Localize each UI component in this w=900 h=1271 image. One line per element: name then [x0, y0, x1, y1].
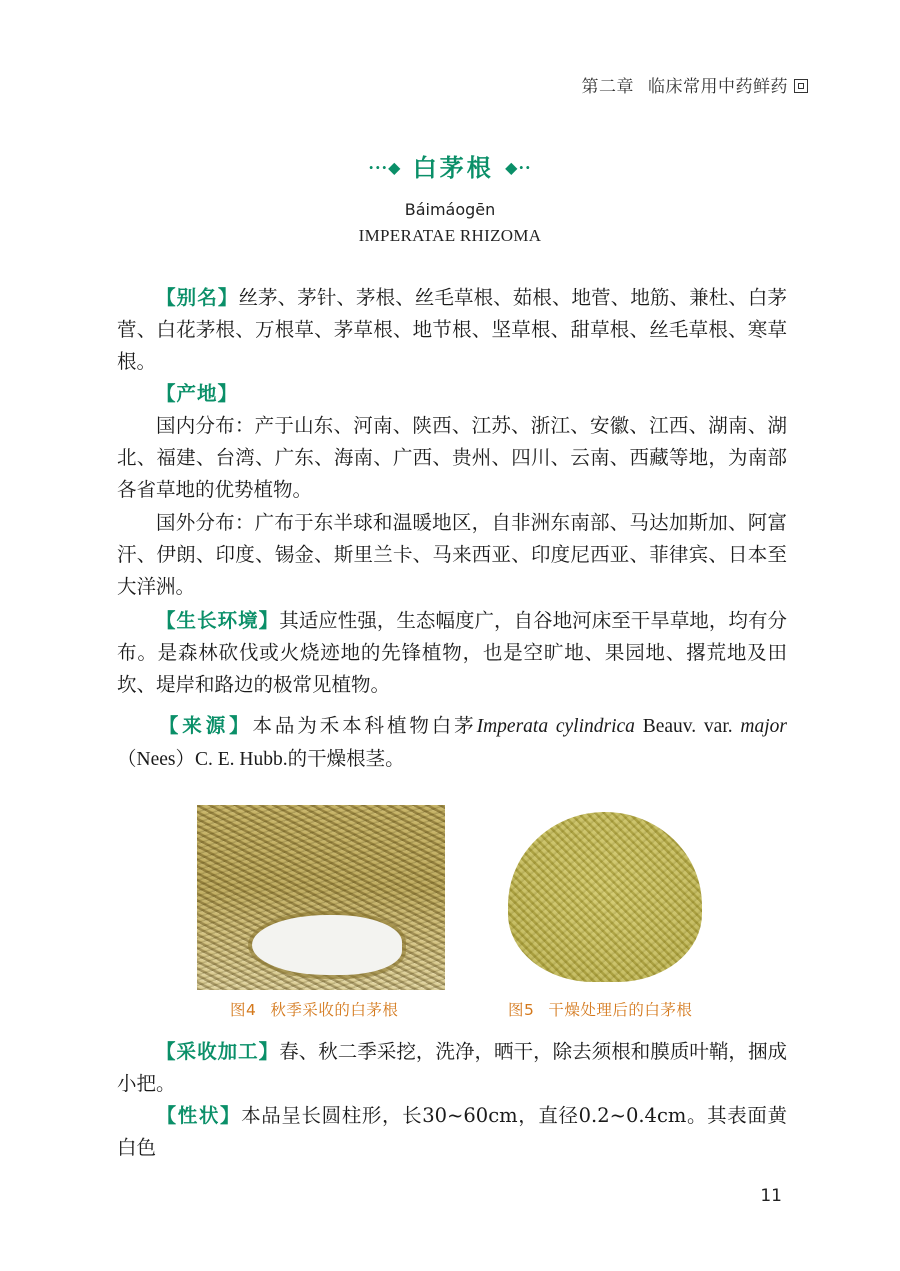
source-text-2: （Nees）C. E. Hubb. — [117, 749, 288, 770]
domestic-paragraph: 国内分布：产于山东、河南、陕西、江苏、浙江、安徽、江西、湖南、湖北、福建、台湾、广东、海南、广西、贵州、四川、云南、西藏等地，为南部各省草地的优势植物。 — [117, 414, 787, 501]
figure-5-image — [508, 812, 702, 982]
figure-5-caption-text: 干燥处理后的白茅根 — [548, 1001, 693, 1019]
source-author: Beauv. var. — [634, 716, 741, 737]
habitat-text: 其适应性强，生态幅度广，自谷地河床至干旱草地，均有分布。是森林砍伐或火烧迹地的先锋植物，也是空旷地、果园地、撂荒地及田坎、堤岸和路边的极常见植物。 — [117, 609, 787, 696]
chapter-label: 第二章 — [581, 77, 634, 97]
square-frame-icon — [794, 79, 808, 93]
figure-4-label: 图4 — [230, 1001, 257, 1019]
ornament-left-icon: ···◆ — [368, 158, 402, 177]
figure-5-caption — [508, 998, 692, 1020]
figure-4-image — [197, 805, 445, 990]
alias-tag: 【别名】 — [156, 286, 239, 309]
ornament-right-icon: ◆·· — [505, 158, 532, 177]
processing-paragraph — [117, 1036, 787, 1100]
source-species: Imperata cylindrica — [476, 716, 635, 737]
habitat-paragraph — [117, 605, 787, 701]
source-paragraph — [117, 710, 787, 776]
traits-tag: 【性状】 — [156, 1104, 242, 1127]
origin-tag: 【产地】 — [156, 382, 239, 405]
section-label: 临床常用中药鲜药 — [648, 77, 788, 97]
habitat-tag: 【生长环境】 — [156, 609, 280, 632]
processing-tag: 【采收加工】 — [156, 1040, 280, 1063]
source-tag: 【来源】 — [156, 714, 253, 737]
alias-paragraph — [117, 282, 787, 378]
traits-paragraph — [117, 1100, 787, 1164]
figure-4-caption — [230, 998, 398, 1020]
figure-5-label: 图5 — [508, 1001, 535, 1019]
latin-name: IMPERATAE RHIZOMA — [358, 226, 542, 245]
figure-4-bundle-opening — [252, 915, 402, 975]
running-head — [582, 72, 809, 97]
source-text-1: 本品为禾本科植物白茅 — [252, 714, 477, 737]
traits-text: 本品呈长圆柱形，长30~60cm，直径0.2~0.4cm。其表面黄白色 — [117, 1104, 787, 1159]
pinyin-name: Báimáogēn — [404, 200, 496, 219]
processing-text: 春、秋二季采挖，洗净，晒干，除去须根和膜质叶鞘，捆成小把。 — [117, 1040, 787, 1095]
figure-4-caption-text: 秋季采收的白茅根 — [270, 1001, 399, 1019]
entry-title — [0, 148, 900, 183]
page-number: 11 — [760, 1186, 782, 1206]
source-text-3: 的干燥根茎。 — [287, 747, 405, 770]
alias-text: 丝茅、茅针、茅根、丝毛草根、茹根、地菅、地筋、兼杜、白茅菅、白花茅根、万根草、茅草根、地节根、坚草根、甜草根、丝毛草根、寒草根。 — [117, 286, 787, 373]
foreign-paragraph: 国外分布：广布于东半球和温暖地区，自非洲东南部、马达加斯加、阿富汗、伊朗、印度、锡金、斯里兰卡、马来西亚、印度尼西亚、菲律宾、日本至大洋洲。 — [117, 511, 787, 598]
herb-name: 白茅根 — [412, 153, 494, 182]
origin-heading — [117, 378, 787, 410]
source-variety: major — [740, 716, 787, 737]
